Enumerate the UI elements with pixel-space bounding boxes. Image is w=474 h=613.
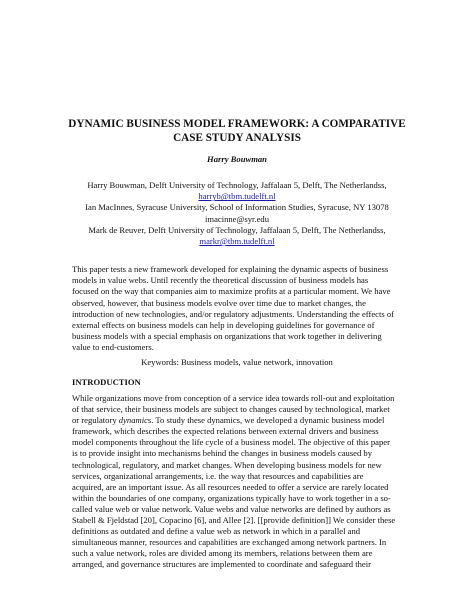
email-text: imacinne@syr.edu bbox=[205, 213, 269, 224]
keywords: Keywords: Business models, value network, innovation bbox=[141, 357, 333, 367]
body-line: services, organizational arrangements, i.e. the way that resources and capabilities are bbox=[72, 470, 364, 481]
body-line: called value web or value network. Value webs and value networks are defined by authors as bbox=[72, 503, 391, 514]
body-line: framework, which describes the expected relations between external drivers and business bbox=[72, 426, 379, 437]
abstract-line: focused on the way that companies aim to maximize profits at a particular moment. We have bbox=[72, 286, 391, 297]
body-line: Stabell & Fjeldstad [20], Copacino [6], and Allee [2]. [[provide definition]] We consider these bbox=[72, 515, 396, 526]
affiliations bbox=[40, 180, 434, 247]
title-line: CASE STUDY ANALYSIS bbox=[173, 132, 301, 144]
body-line: definitions as outdated and define a value web as network in which in a parallel and bbox=[72, 526, 361, 537]
body-line: technological, regulatory, and market changes. When developing business models for new bbox=[72, 459, 382, 470]
introduction-body bbox=[72, 393, 412, 571]
paper-title bbox=[60, 117, 414, 145]
body-line: arranged, and governance structures are implemented to coordinate and safeguard their bbox=[72, 559, 371, 570]
email-link[interactable]: harryb@tbm.tudelft.nl bbox=[198, 191, 276, 202]
body-line: within the boundaries of one company, organizations typically have to work together in a so- bbox=[72, 492, 391, 503]
abstract-line: This paper tests a new framework developed for explaining the dynamic aspects of business bbox=[72, 264, 389, 274]
affiliation-line: Mark de Reuver, Delft University of Technology, Jaffalaan 5, Delft, The Netherlandss, bbox=[88, 224, 386, 235]
abstract-line: external effects on business models can help in developing guidelines for governance of bbox=[72, 320, 375, 331]
abstract-line: business models with a special emphasis on organizations that work together in delivering bbox=[72, 331, 382, 342]
body-line: or regulatory dynamics. To study these dynamics, we developed a dynamic business model bbox=[72, 415, 385, 426]
section-heading: INTRODUCTION bbox=[72, 377, 141, 387]
author-name: Harry Bouwman bbox=[207, 154, 267, 164]
abstract-line: observed, however, that business models evolve over time due to market changes, the bbox=[72, 297, 366, 308]
abstract-line: value to end-customers. bbox=[72, 342, 154, 353]
abstract-line: models in value webs. Until recently the theoretical discussion of business models has bbox=[72, 275, 369, 286]
body-line: While organizations move from conception of a service idea towards roll-out and exploitation bbox=[72, 393, 395, 403]
body-line: model components throughout the life cycle of a business model. The objective of this paper bbox=[72, 437, 390, 448]
body-line: simultaneous manner, resources and capabilities are exchanged among network partners. In bbox=[72, 537, 387, 548]
abstract-line: introduction of new technologies, and/or regulatory adjustments. Understanding the effects of bbox=[72, 308, 395, 319]
email-link[interactable]: markr@tbm.tudelft.nl bbox=[199, 236, 275, 247]
body-line: such a value network, roles are divided among its members, relations between them are bbox=[72, 548, 373, 559]
affiliation-line: Harry Bouwman, Delft University of Technology, Jaffalaan 5, Delft, The Netherlandss, bbox=[87, 180, 387, 190]
body-line: of that service, their business models are subject to changes caused by technological, market bbox=[72, 404, 390, 415]
affiliation-line: Ian MacInnes, Syracuse University, School of Information Studies, Syracuse, NY 13078 bbox=[85, 202, 389, 213]
abstract bbox=[72, 264, 412, 354]
body-line: acquired, are an important issue. As all resources needed to offer a service are rarely located bbox=[72, 481, 389, 492]
title-line: DYNAMIC BUSINESS MODEL FRAMEWORK: A COMPARATIVE bbox=[68, 118, 406, 130]
body-line: is to provide insight into mechanisms behind the changes in business models caused by bbox=[72, 448, 373, 459]
